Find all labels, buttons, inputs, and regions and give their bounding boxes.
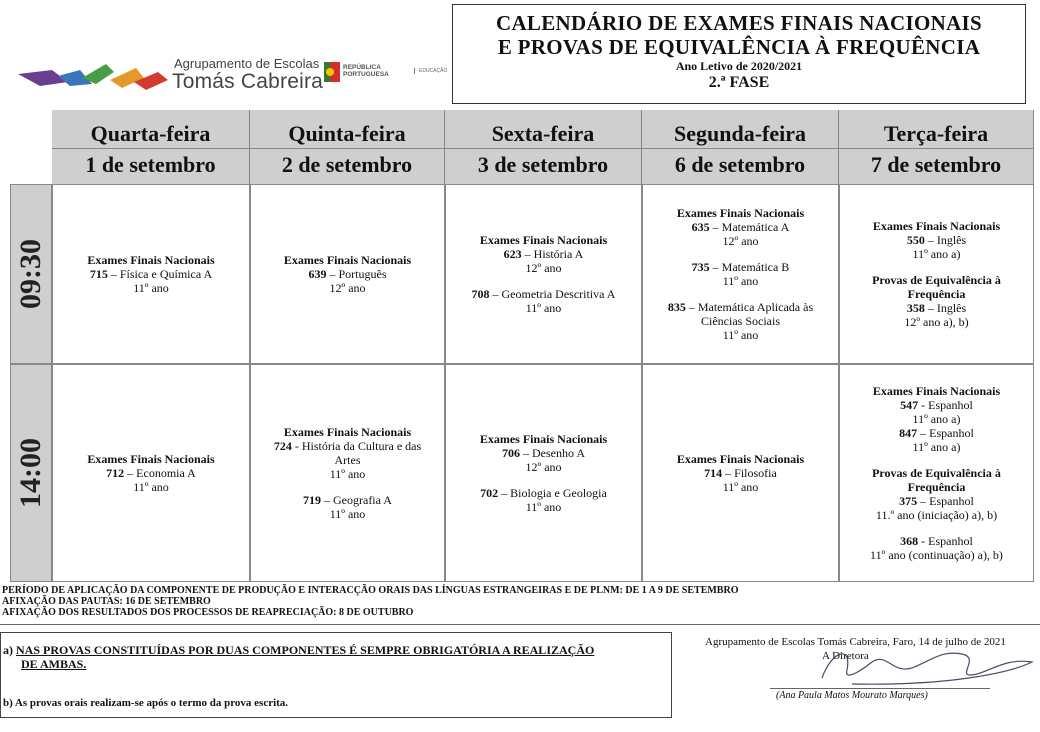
director-role: A Diretora (822, 650, 869, 662)
exam-cell: Exames Finais Nacionais 623 – História A 12º ano 708 – Geometria Descritiva A 11º ano (445, 184, 642, 364)
footnote-a: a) NAS PROVAS CONSTITUÍDAS POR DUAS COMPONENTES É SEMPRE OBRIGATÓRIA A REALIZAÇÃO DE AMBAS. (3, 643, 595, 671)
signature-scribble (792, 640, 1040, 690)
schedule-notes (2, 585, 1032, 618)
exam-cell: Exames Finais Nacionais 639 – Português 12º ano (250, 184, 445, 364)
republic-emblem-icon (324, 62, 340, 82)
exam-cell: Exames Finais Nacionais 714 – Filosofia 11º ano (642, 364, 839, 582)
signature-line (770, 688, 990, 689)
school-logo (18, 54, 448, 104)
footnote-b: b) As provas orais realizam-se após o termo da prova escrita. (3, 697, 289, 709)
school-year: Ano Letivo de 2020/2021 (675, 59, 803, 73)
exam-phase: 2.ª FASE (708, 74, 770, 91)
time-slot-morning (10, 184, 52, 364)
place-date: Agrupamento de Escolas Tomás Cabreira, Faro, 14 de julho de 2021 (705, 636, 1006, 648)
divider (0, 624, 1040, 625)
time-slot-afternoon (10, 364, 52, 582)
exam-cell: Exames Finais Nacionais 635 – Matemática A 12º ano 735 – Matemática B 11º ano 835 – Matemática Aplicada às Ciências Sociais 11º ano (642, 184, 839, 364)
exam-schedule-table (10, 110, 1034, 582)
page-title-line1: CALENDÁRIO DE EXAMES FINAIS NACIONAIS (496, 11, 982, 35)
education-label: EDUCAÇÃO (414, 68, 447, 74)
director-name: (Ana Paula Matos Mourato Marques) (776, 690, 928, 701)
day-header-wed: Quarta-feira 1 de setembro (52, 110, 250, 184)
note-grades-posting: AFIXAÇÃO DAS PAUTAS: 16 DE SETEMBRO (2, 596, 211, 607)
exam-cell: Exames Finais Nacionais 547 - Espanhol 11º ano a) 847 – Espanhol 11º ano a) Provas de Equivalência à Frequência 375 – Espanhol 11.º ano (iniciação) a), b) 368 - Espanhol 11º ano (continuação) a), b) (839, 364, 1034, 582)
time-label-afternoon: 14:00 (14, 438, 47, 508)
footnotes-box (0, 632, 672, 718)
republic-label: REPÚBLICA PORTUGUESA (343, 64, 389, 78)
day-header-thu: Quinta-feira 2 de setembro (250, 110, 445, 184)
school-name: Tomás Cabreira (172, 70, 324, 93)
note-reappraisal-results: AFIXAÇÃO DOS RESULTADOS DOS PROCESSOS DE REAPRECIAÇÃO: 8 DE OUTUBRO (2, 607, 414, 618)
school-group-label: Agrupamento de Escolas (174, 56, 320, 71)
note-oral-period: PERÍODO DE APLICAÇÃO DA COMPONENTE DE PRODUÇÃO E INTERACÇÃO ORAIS DAS LÍNGUAS ESTRANGEIRAS E DE PLNM: DE 1 A 9 DE SETEMBRO (2, 585, 739, 596)
exam-cell: Exames Finais Nacionais 550 – Inglês 11º ano a) Provas de Equivalência à Frequência 358 – Inglês 12º ano a), b) (839, 184, 1034, 364)
exam-cell: Exames Finais Nacionais 706 – Desenho A 12º ano 702 – Biologia e Geologia 11º ano (445, 364, 642, 582)
title-box (452, 4, 1026, 104)
school-logo-icon (18, 60, 168, 92)
time-label-morning: 09:30 (14, 239, 47, 309)
day-header-fri: Sexta-feira 3 de setembro (445, 110, 642, 184)
exam-cell: Exames Finais Nacionais 712 – Economia A 11º ano (52, 364, 250, 582)
day-header-mon: Segunda-feira 6 de setembro (642, 110, 839, 184)
page-title-line2: E PROVAS DE EQUIVALÊNCIA À FREQUÊNCIA (497, 35, 981, 59)
exam-cell: Exames Finais Nacionais 724 - História da Cultura e das Artes 11º ano 719 – Geografia A 11º ano (250, 364, 445, 582)
exam-cell: Exames Finais Nacionais 715 – Física e Química A 11º ano (52, 184, 250, 364)
day-header-tue: Terça-feira 7 de setembro (839, 110, 1034, 184)
